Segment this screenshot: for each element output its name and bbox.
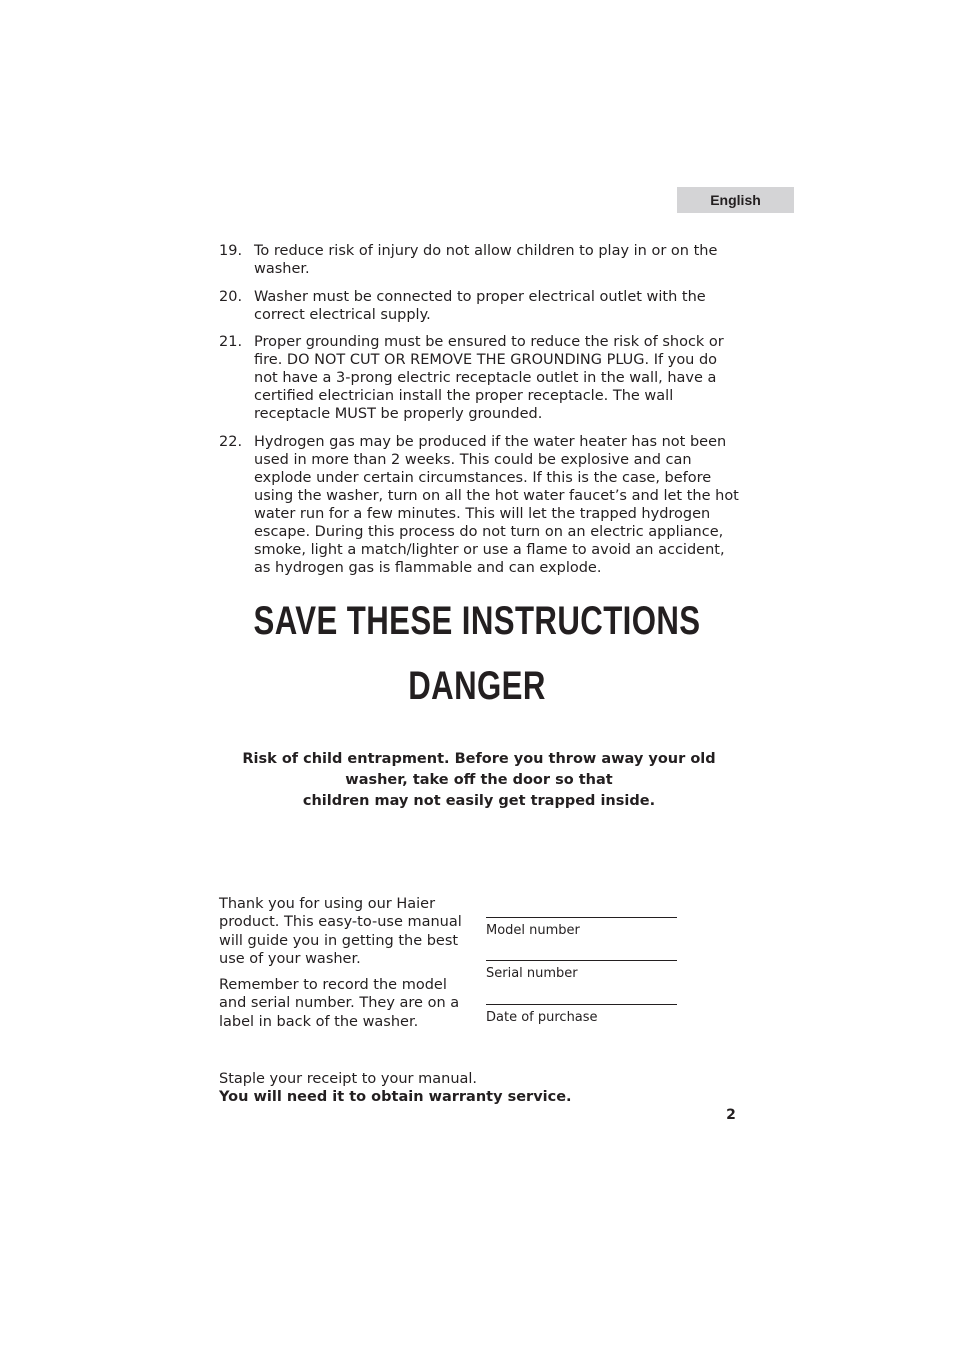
item-number: 21. <box>219 334 243 350</box>
list-item <box>219 433 739 577</box>
item-number: 20. <box>219 288 243 305</box>
safety-instruction-list <box>219 242 739 586</box>
item-text: Hydrogen gas may be produced if the water heater has not been used in more than 2 weeks. This could be explosive and can explode under certain circumstances. If this is the case, before using the washer, turn on all the hot water faucet’s and let the hot water run for a few minutes. This will let the trapped hydrogen escape. During this process do not turn on an electric appliance, smoke, light a match/lighter or use a flame to avoid an accident, as hydrogen gas is flammable and can explode. <box>254 433 739 576</box>
receipt-note <box>219 1070 719 1106</box>
warning-line: children may not easily get trapped inside. <box>302 793 656 809</box>
intro-paragraph: Thank you for using our Haier product. This easy-to-use manual will guide you in getting the best use of your washer. <box>219 896 462 967</box>
item-text: Proper grounding must be ensured to reduce the risk of shock or fire. DO NOT CUT OR REMOVE THE GROUNDING PLUG. If you do not have a 3-prong electric receptacle outlet in the wall, have a certified electrician install the proper receptacle. The wall receptacle MUST be properly grounded. <box>254 334 724 422</box>
entrapment-warning <box>219 749 739 812</box>
list-item <box>219 333 739 423</box>
serial-number-label: Serial number <box>486 966 578 981</box>
save-instructions-heading: SAVE THESE INSTRUCTIONS <box>253 599 701 643</box>
purchase-date-label: Date of purchase <box>486 1010 598 1025</box>
purchase-date-field <box>486 1004 677 1025</box>
model-number-field <box>486 917 677 938</box>
intro-paragraph: Remember to record the model and serial number. They are on a label in back of the washer. <box>219 977 460 1030</box>
warning-line: washer, take off the door so that <box>345 772 613 788</box>
receipt-warranty-line: You will need it to obtain warranty service. <box>219 1089 572 1105</box>
danger-heading: DANGER <box>408 664 546 708</box>
intro-text <box>219 895 469 1039</box>
language-tab: English <box>677 187 794 213</box>
item-number: 19. <box>219 243 243 259</box>
warning-line: Risk of child entrapment. Before you throw away your old <box>242 751 716 767</box>
serial-number-field <box>486 960 677 981</box>
item-text: Washer must be connected to proper electrical outlet with the correct electrical supply. <box>254 288 706 323</box>
item-number: 22. <box>219 433 243 450</box>
item-text: To reduce risk of injury do not allow children to play in or on the washer. <box>254 243 718 277</box>
model-number-label: Model number <box>486 923 580 938</box>
list-item <box>219 288 739 324</box>
page-number: 2 <box>726 1107 736 1123</box>
receipt-line: Staple your receipt to your manual. <box>219 1071 478 1087</box>
list-item <box>219 242 739 278</box>
